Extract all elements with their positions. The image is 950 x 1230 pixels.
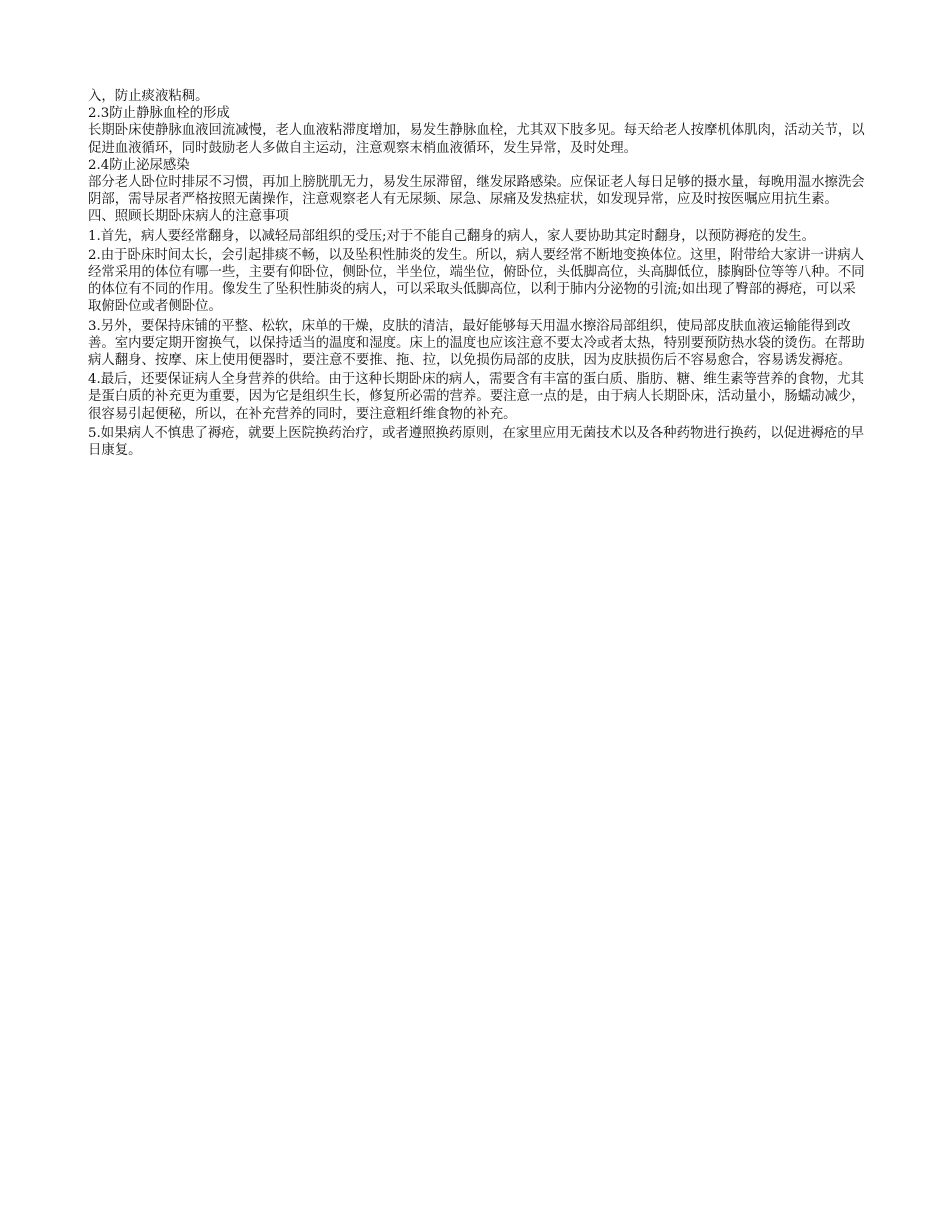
section-heading-4: 四、照顾长期卧床病人的注意事项 bbox=[88, 209, 289, 225]
list-item-3: 3.另外，要保持床铺的平整、松软，床单的干燥，皮肤的清洁，最好能够每天用温水擦浴局部组织，使局部皮肤血液运输能得到改善。室内要定期开窗换气，以保持适当的温度和湿度。床上的温度也应该注意不要太冷或者太热，特别要预防热水袋的烫伤。在帮助病人翻身、按摩、床上使用便器时，要注意不要推、拖、拉，以免损伤局部的皮肤，因为皮肤损伤后不容易愈合，容易诱发褥疮。 bbox=[88, 318, 865, 369]
list-item-5: 5.如果病人不慎患了褥疮，就要上医院换药治疗，或者遵照换药原则，在家里应用无菌技术以及各种药物进行换药，以促进褥疮的早日康复。 bbox=[88, 425, 865, 459]
section-heading-2-4: 2.4防止泌尿感染 bbox=[88, 157, 190, 173]
list-item-2: 2.由于卧床时间太长，会引起排痰不畅，以及坠积性肺炎的发生。所以，病人要经常不断地变换体位。这里，附带给大家讲一讲病人经常采用的体位有哪一些，主要有仰卧位，侧卧位，半坐位，端坐位，俯卧位，头低脚高位，头高脚低位，膝胸卧位等等八种。不同的体位有不同的作用。像发生了坠积性肺炎的病人，可以采取头低脚高位，以利于肺内分泌物的引流;如出现了臀部的褥疮，可以采取俯卧位或者侧卧位。 bbox=[88, 247, 865, 315]
paragraph-urinary-infection: 部分老人卧位时排尿不习惯，再加上膀胱肌无力，易发生尿滞留，继发尿路感染。应保证老人每日足够的摄水量，每晚用温水擦洗会阴部，需导尿者严格按照无菌操作，注意观察老人有无尿频、尿急、尿痛及发热症状，如发现异常，应及时按医嘱应用抗生素。 bbox=[88, 175, 865, 208]
paragraph-thrombosis: 长期卧床使静脉血液回流减慢，老人血液粘滞度增加，易发生静脉血栓，尤其双下肢多见。每天给老人按摩机体肌肉，活动关节，以促进血液循环，同时鼓励老人多做自主运动，注意观察末梢血液循环，发生异常，及时处理。 bbox=[88, 123, 865, 156]
section-heading-2-3: 2.3防止静脉血栓的形成 bbox=[88, 106, 230, 122]
list-item-4: 4.最后，还要保证病人全身营养的供给。由于这种长期卧床的病人，需要含有丰富的蛋白质、脂肪、糖、维生素等营养的食物，尤其是蛋白质的补充更为重要，因为它是组织生长，修复所必需的营养。要注意一点的是，由于病人长期卧床，活动量小，肠蠕动减少，很容易引起便秘，所以，在补充营养的同时，要注意粗纤维食物的补充。 bbox=[88, 372, 865, 422]
document-body bbox=[88, 88, 868, 459]
list-item-1: 1.首先，病人要经常翻身，以减轻局部组织的受压;对于不能自己翻身的病人，家人要协助其定时翻身，以预防褥疮的发生。 bbox=[88, 228, 815, 244]
paragraph-continuation: 入，防止痰液粘稠。 bbox=[88, 89, 209, 104]
